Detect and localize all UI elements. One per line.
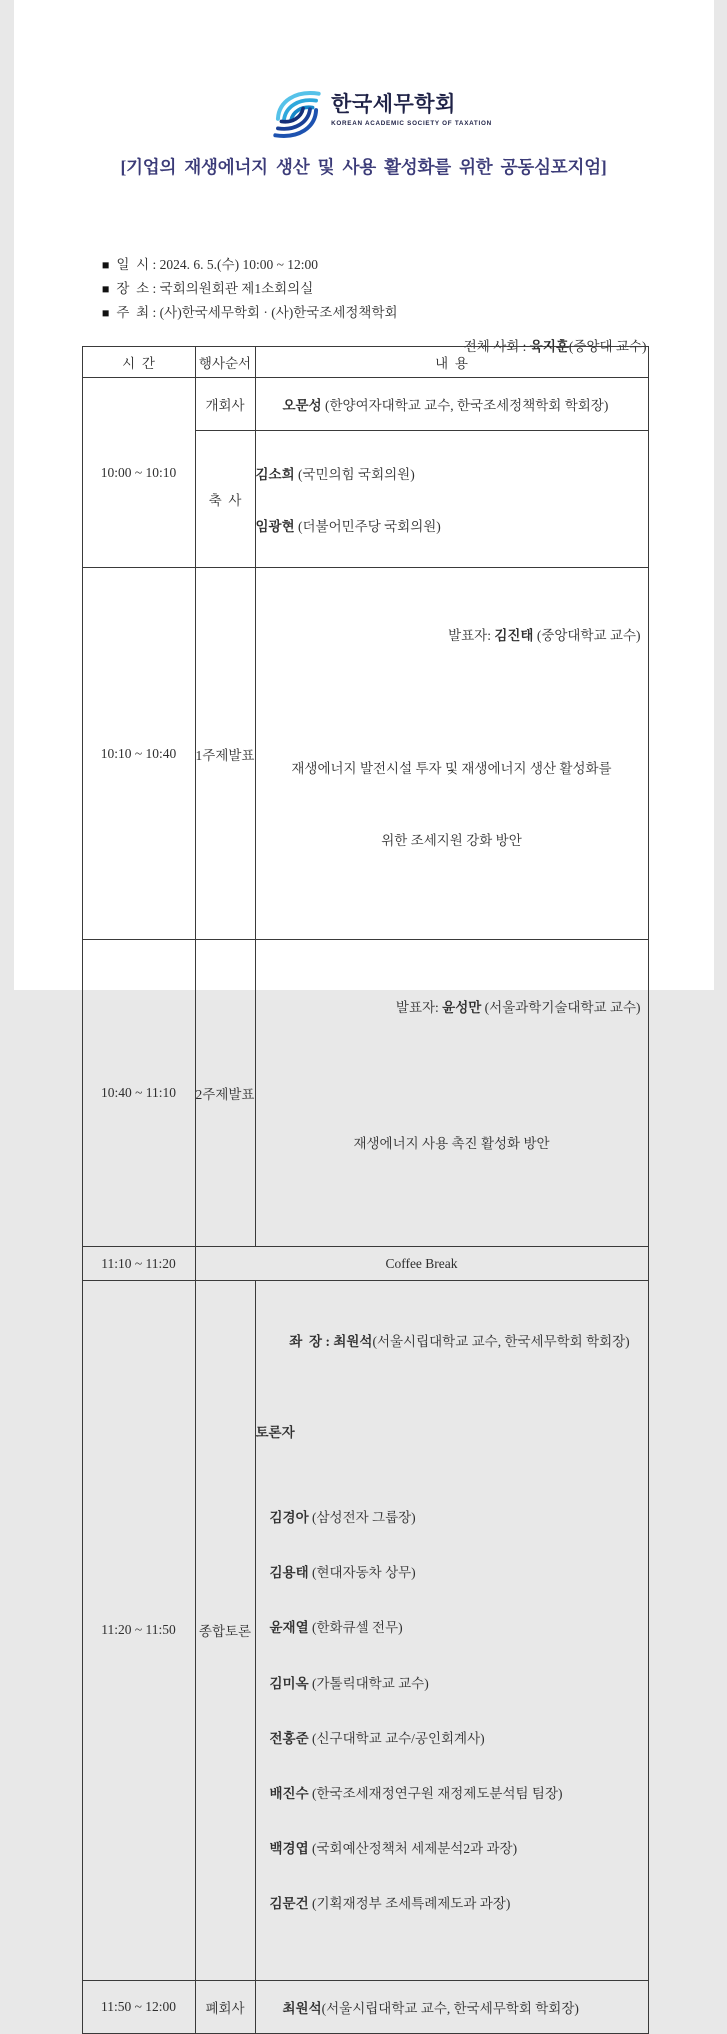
speaker-name: 최원석 xyxy=(283,2001,322,2016)
panelist-affiliation: (가톨릭대학교 교수) xyxy=(309,1676,429,1691)
session1-topic xyxy=(256,709,648,907)
opening-address-content xyxy=(255,378,648,431)
panelist-line xyxy=(256,1782,648,1805)
session2-content xyxy=(255,940,648,1247)
symposium-program-document xyxy=(14,0,714,990)
table-row-closing xyxy=(82,1980,648,2033)
header-time: 시 간 xyxy=(82,347,195,378)
table-row-session2 xyxy=(82,940,648,1247)
chair-label: 좌 장 : xyxy=(289,1334,333,1349)
panelist-name: 백경엽 xyxy=(270,1841,309,1856)
panelist-affiliation: (한화큐셀 전무) xyxy=(309,1620,403,1635)
event-host-value: (사)한국세무학회 · (사)한국조세정책학회 xyxy=(160,305,398,320)
bullet-square-icon: ■ xyxy=(102,258,110,272)
order-closing: 폐회사 xyxy=(195,1980,255,2033)
table-row-opening xyxy=(82,378,648,431)
mc-affiliation: (중앙대 교수) xyxy=(569,339,647,354)
org-logo xyxy=(32,87,727,142)
panelist-name: 김용태 xyxy=(270,1565,309,1580)
panelist-name: 김미옥 xyxy=(270,1676,309,1691)
panelist-affiliation: (신구대학교 교수/공인회계사) xyxy=(309,1731,485,1746)
session2-presenter-line xyxy=(256,972,648,1036)
panelist-line xyxy=(256,1561,648,1584)
event-info-list xyxy=(82,229,398,301)
time-discussion: 11:20 ~ 11:50 xyxy=(82,1281,195,1981)
mc-name: 육지훈 xyxy=(530,339,569,354)
presenter-affiliation: (서울과학기술대학교 교수) xyxy=(481,1000,640,1015)
mc-label: 전체 사회 : xyxy=(464,339,530,354)
topic-line: 위한 조세지원 강화 방안 xyxy=(256,829,648,853)
order-opening-address: 개회사 xyxy=(195,378,255,431)
speaker-name: 오문성 xyxy=(283,398,322,413)
presenter-affiliation: (중앙대학교 교수) xyxy=(533,628,640,643)
order-session1: 1주제발표 xyxy=(195,568,255,940)
panelist-affiliation: (한국조세재정연구원 재정제도분석팀 팀장) xyxy=(309,1786,563,1801)
table-row-session1 xyxy=(82,568,648,940)
panelist-affiliation: (기획재정부 조세특례제도과 과장) xyxy=(309,1896,511,1911)
presenter-name: 김진태 xyxy=(494,628,533,643)
panelist-affiliation: (현대자동차 상무) xyxy=(309,1565,416,1580)
event-date-label: 일 시 xyxy=(116,257,149,272)
discussion-content xyxy=(255,1281,648,1981)
header-content: 내 용 xyxy=(255,347,648,378)
closing-content xyxy=(255,1980,648,2033)
speaker-name: 임광현 xyxy=(256,519,295,534)
chair-affiliation: (서울시립대학교 교수, 한국세무학회 학회장) xyxy=(372,1334,629,1349)
event-date-value: 2024. 6. 5.(수) 10:00 ~ 12:00 xyxy=(160,257,318,272)
schedule-table xyxy=(82,346,649,2034)
time-session1: 10:10 ~ 10:40 xyxy=(82,568,195,940)
bullet-square-icon: ■ xyxy=(102,306,110,320)
org-name: 한국세무학회 xyxy=(331,94,492,116)
event-venue-value: 국회의원회관 제1소회의실 xyxy=(160,281,314,296)
panelist-line xyxy=(256,1837,648,1860)
table-row-discussion xyxy=(82,1281,648,1981)
separator: : xyxy=(149,257,160,272)
panelist-affiliation: (삼성전자 그룹장) xyxy=(309,1510,416,1525)
separator: : xyxy=(149,305,160,320)
panelist-affiliation: (국회예산정책처 세제분석2과 과장) xyxy=(309,1841,517,1856)
session1-content xyxy=(255,568,648,940)
panelist-name: 김경아 xyxy=(270,1510,309,1525)
panelist-line xyxy=(256,1616,648,1639)
order-congratulatory: 축 사 xyxy=(195,431,255,568)
presenter-label: 발표자: xyxy=(448,628,494,643)
panelist-line xyxy=(256,1892,648,1915)
presenter-label: 발표자: xyxy=(396,1000,442,1015)
symposium-title: [기업의 재생에너지 생산 및 사용 활성화를 위한 공동심포지엄] xyxy=(14,154,714,179)
panelist-name: 전홍준 xyxy=(270,1731,309,1746)
panelist-name: 김문건 xyxy=(270,1896,309,1911)
event-venue-label: 장 소 xyxy=(116,281,149,296)
congratulatory-line xyxy=(256,463,648,483)
speaker-affiliation: (더불어민주당 국회의원) xyxy=(295,519,441,534)
time-opening: 10:00 ~ 10:10 xyxy=(82,378,195,568)
org-tagline: KOREAN ACADEMIC SOCIETY OF TAXATION xyxy=(331,120,492,127)
speaker-name: 김소희 xyxy=(256,467,295,482)
panelist-name: 배진수 xyxy=(270,1786,309,1801)
topic-line: 재생에너지 발전시설 투자 및 재생에너지 생산 활성화를 xyxy=(256,757,648,781)
header-order: 행사순서 xyxy=(195,347,255,378)
org-logo-text xyxy=(331,87,492,127)
congratulatory-content xyxy=(255,431,648,568)
order-session2: 2주제발표 xyxy=(195,940,255,1247)
congratulatory-line xyxy=(256,515,648,535)
topic-line: 재생에너지 사용 촉진 활성화 방안 xyxy=(256,1132,648,1156)
chair-name: 최원석 xyxy=(333,1334,372,1349)
panelist-line xyxy=(256,1727,648,1750)
bullet-square-icon: ■ xyxy=(102,282,110,296)
time-closing: 11:50 ~ 12:00 xyxy=(82,1980,195,2033)
session1-presenter-line xyxy=(256,600,648,664)
discussion-chair-line xyxy=(256,1313,648,1370)
panelists-list xyxy=(256,1474,648,1948)
panelist-name: 윤재열 xyxy=(270,1620,309,1635)
panelists-label: 토론자 xyxy=(256,1423,648,1442)
separator: : xyxy=(149,281,160,296)
speaker-affiliation: (국민의힘 국회의원) xyxy=(295,467,415,482)
table-header-row xyxy=(82,347,648,378)
presenter-name: 윤성만 xyxy=(442,1000,481,1015)
panelist-line xyxy=(256,1506,648,1529)
event-date-line xyxy=(82,229,398,253)
org-logo-swirl-icon xyxy=(271,87,323,142)
event-host-label: 주 최 xyxy=(116,305,149,320)
coffee-break-label: Coffee Break xyxy=(195,1247,648,1281)
order-discussion: 종합토론 xyxy=(195,1281,255,1981)
panelist-line xyxy=(256,1672,648,1695)
time-break: 11:10 ~ 11:20 xyxy=(82,1247,195,1281)
speaker-affiliation: (한양여자대학교 교수, 한국조세정책학회 학회장) xyxy=(322,398,609,413)
speaker-affiliation: (서울시립대학교 교수, 한국세무학회 학회장) xyxy=(322,2001,579,2016)
table-row-break xyxy=(82,1247,648,1281)
session2-topic xyxy=(256,1084,648,1214)
time-session2: 10:40 ~ 11:10 xyxy=(82,940,195,1247)
